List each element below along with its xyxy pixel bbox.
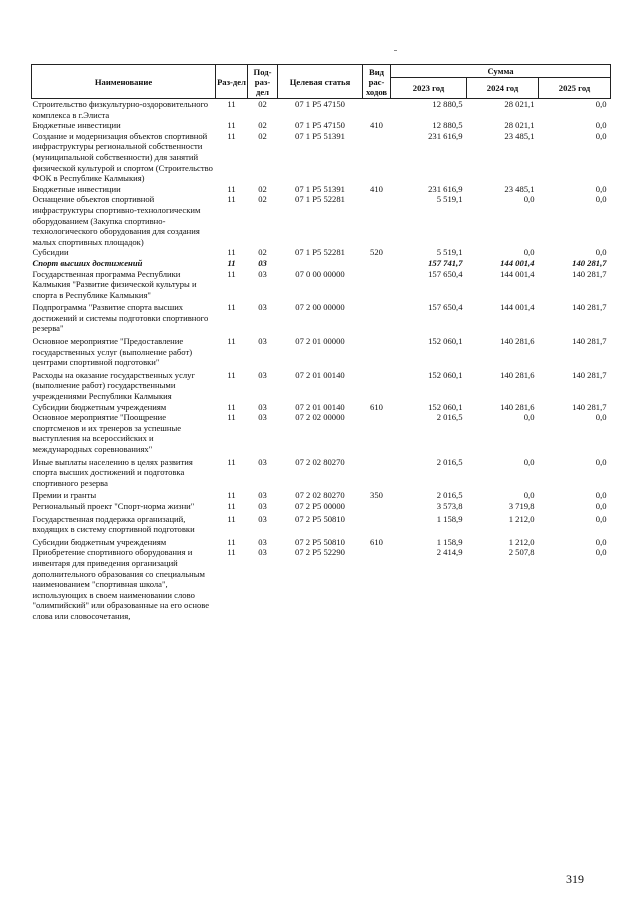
scan-artifact [394, 50, 397, 51]
cell-sum-2024: 0,0 [523, 194, 535, 205]
cell-vid [363, 455, 391, 489]
cell-sum-2025: 0,0 [595, 247, 607, 258]
cell-sum-2023: 12 880,5 [432, 99, 463, 109]
cell-target: 07 2 P5 00000 [295, 500, 345, 511]
cell-name: Расходы на оказание государственных услуг (выполнение работ) государственными учреждениями Республики Калмыкия [32, 369, 195, 402]
cell-sum-2025: 0,0 [595, 412, 607, 423]
header-vid: Вид рас-ходов [363, 65, 391, 99]
cell-sum-2023: 2 016,5 [436, 490, 463, 501]
header-name: Наименование [32, 65, 216, 99]
cell-vid: 610 [370, 536, 383, 547]
cell-razdel: 11 [227, 490, 236, 501]
table-row [32, 300, 611, 334]
cell-sum-2025: 0,0 [595, 490, 607, 501]
cell-sum-2025: 140 281,7 [572, 302, 607, 313]
cell-sum-2025: 0,0 [595, 456, 607, 467]
cell-podrazdel: 03 [258, 456, 267, 467]
table-row [32, 512, 611, 535]
cell-vid [363, 501, 391, 512]
cell-sum-2025: 0,0 [595, 547, 607, 558]
header-podrazdel: Под-раз-дел [248, 65, 278, 99]
cell-vid [363, 99, 391, 121]
cell-razdel: 11 [227, 336, 236, 347]
cell-target: 07 1 P5 47150 [295, 99, 345, 109]
cell-target: 07 1 P5 51391 [295, 130, 345, 141]
cell-vid: 350 [370, 490, 383, 501]
cell-razdel: 11 [227, 412, 236, 423]
cell-sum-2025: 140 281,7 [572, 401, 607, 412]
cell-vid [363, 300, 391, 334]
cell-target: 07 0 00 00000 [295, 268, 345, 279]
cell-sum-2023: 1 158,9 [436, 536, 463, 547]
cell-razdel: 11 [227, 456, 236, 467]
cell-name: Государственная поддержка организаций, входящих в систему спортивной подготовки [32, 513, 195, 535]
cell-sum-2024: 0,0 [523, 456, 535, 467]
table-row [32, 455, 611, 489]
cell-name: Приобретение спортивного оборудования и инвентаря для приведения организаций дополнительного образования со специальным наименованием "спортивная школа", использующих в своем наименовании слово "олимпийский" или образованные на его основе слова или словосочетания, [32, 547, 210, 621]
cell-vid: 410 [370, 183, 383, 194]
cell-podrazdel: 03 [258, 302, 267, 313]
cell-name: Подпрограмма "Развитие спорта высших достижений и системы подготовки спортивного резерва" [32, 302, 209, 334]
cell-name: Региональный проект "Спорт-норма жизни" [32, 500, 195, 511]
cell-name: Основное мероприятие "Поощрение спортсменов и их тренеров за успешные выступления на всероссийских и международных соревнованиях" [32, 412, 182, 454]
cell-name: Субсидии [32, 247, 69, 258]
cell-name: Субсидии бюджетным учреждениям [32, 401, 167, 412]
cell-razdel: 11 [227, 302, 236, 313]
cell-razdel: 11 [227, 536, 236, 547]
cell-vid [363, 334, 391, 368]
cell-podrazdel: 03 [258, 336, 267, 347]
cell-name: Оснащение объектов спортивной инфраструктуры спортивно-технологическим оборудованием (Закупка спортивно-технологического оборудования для создания малых спортивных площадок) [32, 194, 201, 247]
cell-sum-2025: 0,0 [595, 194, 607, 205]
page-number: 319 [566, 872, 584, 886]
cell-sum-2024: 0,0 [523, 412, 535, 423]
cell-razdel: 11 [227, 257, 236, 268]
cell-podrazdel: 03 [258, 536, 267, 547]
cell-podrazdel: 03 [258, 257, 267, 268]
cell-sum-2025: 0,0 [595, 183, 607, 194]
table-row [32, 488, 611, 501]
cell-name: Строительство физкультурно-оздоровительного комплекса в г.Элиста [32, 99, 209, 120]
cell-sum-2023: 157 650,4 [428, 268, 463, 279]
table-row [32, 412, 611, 454]
cell-sum-2023: 2 016,5 [436, 456, 463, 467]
cell-vid [363, 269, 391, 301]
cell-podrazdel: 03 [258, 513, 267, 524]
table-row [32, 194, 611, 247]
cell-sum-2025: 0,0 [595, 130, 607, 141]
cell-target: 07 2 P5 50810 [295, 513, 345, 524]
cell-name: Основное мероприятие "Предоставление государственных услуг (выполнение работ) центрами спортивной подготовки" [32, 336, 193, 368]
cell-sum-2024: 23 485,1 [504, 130, 535, 141]
cell-vid: 410 [370, 120, 383, 131]
cell-name: Бюджетные инвестиции [32, 120, 121, 131]
cell-podrazdel: 02 [258, 247, 267, 258]
cell-vid [363, 547, 391, 621]
header-sum: Сумма [391, 65, 611, 78]
cell-podrazdel: 02 [258, 120, 267, 131]
cell-vid: 520 [370, 247, 383, 258]
table-body [32, 99, 611, 622]
cell-razdel: 11 [227, 513, 236, 524]
cell-podrazdel: 03 [258, 412, 267, 423]
cell-name: Государственная программа Республики Калмыкия "Развитие физической культуры и спорта в Республике Калмыкия" [32, 268, 197, 300]
cell-sum-2023: 12 880,5 [432, 120, 463, 131]
table-row [32, 120, 611, 131]
cell-sum-2024: 140 281,6 [500, 336, 535, 347]
cell-vid [363, 258, 391, 269]
cell-sum-2024: 144 001,4 [500, 257, 535, 268]
cell-sum-2024: 2 507,8 [508, 547, 535, 558]
cell-sum-2023: 3 573,8 [436, 500, 463, 511]
cell-name: Спорт высших достижений [32, 257, 143, 268]
cell-target: 07 1 P5 51391 [295, 183, 345, 194]
cell-sum-2024: 0,0 [523, 490, 535, 501]
cell-sum-2024: 28 021,1 [504, 120, 535, 131]
cell-target: 07 2 P5 50810 [295, 536, 345, 547]
cell-target: 07 2 P5 52290 [295, 547, 345, 558]
cell-podrazdel: 03 [258, 500, 267, 511]
cell-target: 07 2 01 00140 [295, 401, 345, 412]
cell-sum-2024: 28 021,1 [504, 99, 535, 109]
cell-sum-2023: 5 519,1 [436, 194, 463, 205]
cell-sum-2025: 0,0 [595, 120, 607, 131]
cell-razdel: 11 [227, 130, 236, 141]
table-row [32, 547, 611, 621]
cell-sum-2023: 2 016,5 [436, 412, 463, 423]
table-row [32, 402, 611, 413]
cell-podrazdel: 02 [258, 99, 267, 109]
cell-sum-2023: 1 158,9 [436, 513, 463, 524]
cell-sum-2023: 2 414,9 [436, 547, 463, 558]
header-year-2025: 2025 год [539, 78, 611, 99]
cell-target: 07 2 02 80270 [295, 456, 345, 467]
cell-sum-2024: 1 212,0 [508, 513, 535, 524]
table-row [32, 99, 611, 121]
cell-sum-2023: 231 616,9 [428, 183, 463, 194]
cell-sum-2023: 152 060,1 [428, 401, 463, 412]
cell-podrazdel: 03 [258, 547, 267, 558]
header-target: Целевая статья [278, 65, 363, 99]
cell-sum-2025: 0,0 [595, 536, 607, 547]
cell-sum-2024: 23 485,1 [504, 183, 535, 194]
table-row [32, 501, 611, 512]
cell-target: 07 2 00 00000 [295, 302, 345, 313]
cell-vid [363, 194, 391, 247]
cell-podrazdel: 03 [258, 401, 267, 412]
cell-vid [363, 368, 391, 402]
table-row [32, 269, 611, 301]
cell-sum-2025: 140 281,7 [572, 369, 607, 380]
cell-razdel: 11 [227, 99, 236, 109]
cell-target: 07 2 01 00000 [295, 336, 345, 347]
cell-sum-2024: 144 001,4 [500, 268, 535, 279]
cell-target: 07 2 01 00140 [295, 369, 345, 380]
cell-sum-2025: 0,0 [595, 500, 607, 511]
cell-podrazdel: 02 [258, 194, 267, 205]
cell-sum-2023: 157 741,7 [428, 257, 463, 268]
cell-sum-2024: 140 281,6 [500, 369, 535, 380]
cell-sum-2025: 140 281,7 [572, 268, 607, 279]
cell-sum-2023: 152 060,1 [428, 336, 463, 347]
cell-podrazdel: 03 [258, 490, 267, 501]
header-year-2024: 2024 год [467, 78, 539, 99]
budget-table [31, 64, 611, 622]
table-row [32, 184, 611, 195]
cell-sum-2024: 0,0 [523, 247, 535, 258]
table-row [32, 535, 611, 548]
cell-sum-2023: 152 060,1 [428, 369, 463, 380]
cell-name: Иные выплаты населению в целях развития спорта высших достижений и подготовка спортивного резерва [32, 456, 193, 488]
cell-podrazdel: 03 [258, 369, 267, 380]
cell-sum-2025: 0,0 [595, 513, 607, 524]
cell-name: Создание и модернизация объектов спортивной инфраструктуры региональной собственности (муниципальной собственности) для занятий физической культурой и спортом (Строительство ФОК в Республике Калмыкия) [32, 130, 213, 184]
table-row [32, 334, 611, 368]
cell-razdel: 11 [227, 547, 236, 558]
cell-razdel: 11 [227, 369, 236, 380]
cell-target [278, 258, 363, 269]
cell-name: Бюджетные инвестиции [32, 183, 121, 194]
cell-name: Премии и гранты [32, 490, 97, 501]
cell-name: Субсидии бюджетным учреждениям [32, 536, 167, 547]
cell-vid: 610 [370, 401, 383, 412]
header-razdel: Раз-дел [216, 65, 248, 99]
table-row [32, 258, 611, 269]
table-row [32, 131, 611, 184]
cell-target: 07 1 P5 52281 [295, 247, 345, 258]
cell-sum-2023: 157 650,4 [428, 302, 463, 313]
cell-vid [363, 412, 391, 454]
cell-podrazdel: 02 [258, 183, 267, 194]
cell-sum-2025: 140 281,7 [572, 336, 607, 347]
cell-target: 07 2 02 80270 [295, 490, 345, 501]
cell-razdel: 11 [227, 401, 236, 412]
cell-target: 07 1 P5 52281 [295, 194, 345, 205]
cell-sum-2025: 140 281,7 [572, 257, 607, 268]
cell-razdel: 11 [227, 247, 236, 258]
cell-sum-2023: 231 616,9 [428, 130, 463, 141]
cell-sum-2024: 3 719,8 [508, 500, 535, 511]
cell-sum-2024: 1 212,0 [508, 536, 535, 547]
cell-razdel: 11 [227, 268, 236, 279]
cell-razdel: 11 [227, 120, 236, 131]
cell-razdel: 11 [227, 194, 236, 205]
cell-podrazdel: 02 [258, 130, 267, 141]
cell-vid [363, 512, 391, 535]
cell-sum-2025: 0,0 [595, 99, 607, 109]
cell-sum-2024: 144 001,4 [500, 302, 535, 313]
cell-vid [363, 131, 391, 184]
cell-target: 07 2 02 00000 [295, 412, 345, 423]
cell-sum-2024: 140 281,6 [500, 401, 535, 412]
table-header [32, 65, 611, 99]
cell-sum-2023: 5 519,1 [436, 247, 463, 258]
table-row [32, 247, 611, 258]
cell-razdel: 11 [227, 500, 236, 511]
cell-podrazdel: 03 [258, 268, 267, 279]
cell-target: 07 1 P5 47150 [295, 120, 345, 131]
table-row [32, 368, 611, 402]
cell-razdel: 11 [227, 183, 236, 194]
header-year-2023: 2023 год [391, 78, 467, 99]
